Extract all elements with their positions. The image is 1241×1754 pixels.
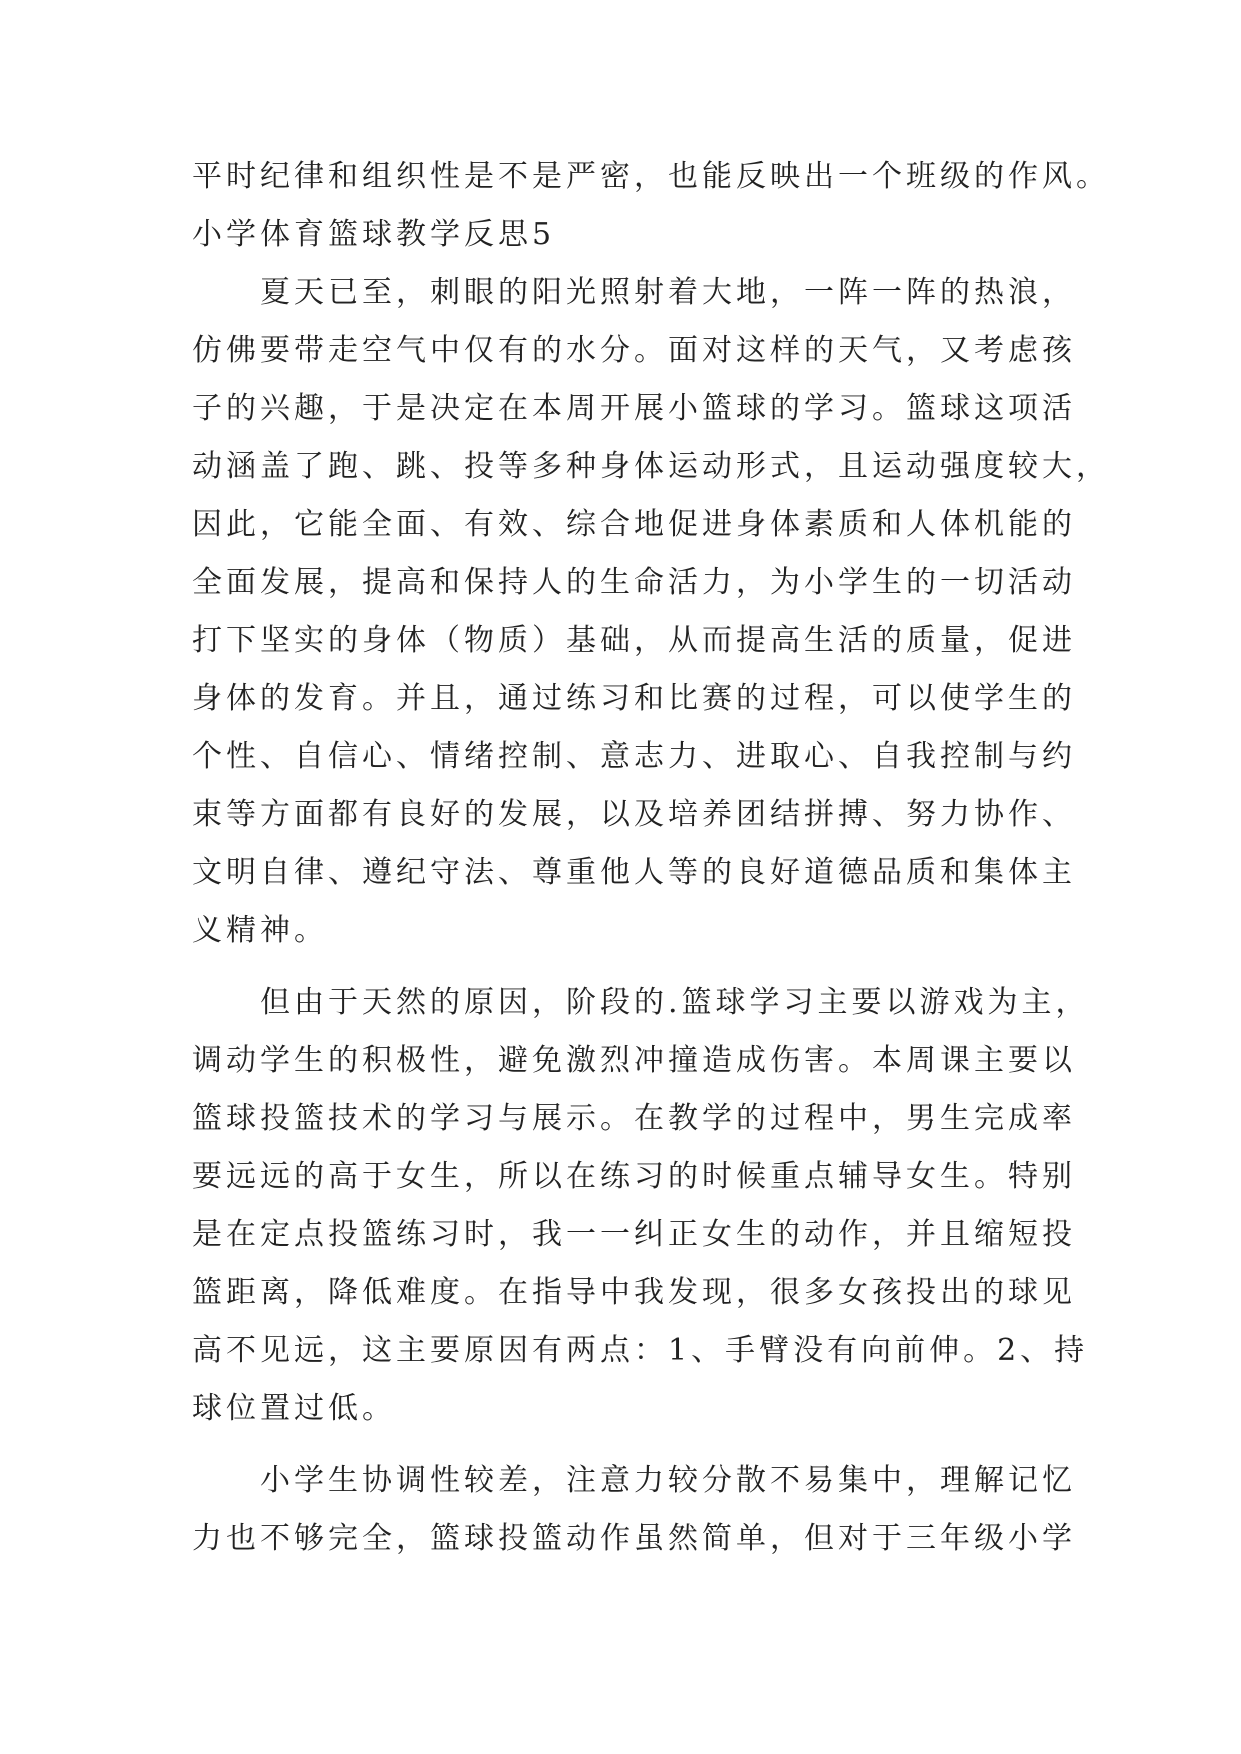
paragraph-line: 是在定点投篮练习时，我一一纠正女生的动作，并且缩短投 — [192, 1217, 1076, 1252]
paragraph-line: 高不见远，这主要原因有两点：1、手臂没有向前伸。2、持 — [192, 1333, 1089, 1368]
paragraph-line: 全面发展，提高和保持人的生命活力，为小学生的一切活动 — [192, 565, 1076, 600]
paragraph-line: 动涵盖了跑、跳、投等多种身体运动形式，且运动强度较大， — [192, 449, 1110, 484]
paragraph-line: 子的兴趣，于是决定在本周开展小篮球的学习。篮球这项活 — [192, 391, 1076, 426]
paragraph-line: 小学生协调性较差，注意力较分散不易集中，理解记忆 — [192, 1463, 1076, 1498]
paragraph-line: 球位置过低。 — [192, 1391, 396, 1426]
paragraph-line: 调动学生的积极性，避免激烈冲撞造成伤害。本周课主要以 — [192, 1043, 1076, 1078]
leading-line: 平时纪律和组织性是不是严密，也能反映出一个班级的作风。 — [192, 159, 1110, 194]
paragraph-line: 篮距离，降低难度。在指导中我发现，很多女孩投出的球见 — [192, 1275, 1076, 1310]
paragraph-line: 束等方面都有良好的发展，以及培养团结拼搏、努力协作、 — [192, 797, 1076, 832]
paragraph-3 — [192, 1452, 1092, 1568]
paragraph-2 — [192, 974, 1092, 1438]
paragraph-line: 夏天已至，刺眼的阳光照射着大地，一阵一阵的热浪， — [192, 275, 1076, 310]
paragraph-line: 打下坚实的身体（物质）基础，从而提高生活的质量，促进 — [192, 623, 1076, 658]
paragraph-line: 但由于天然的原因，阶段的.篮球学习主要以游戏为主， — [192, 985, 1090, 1020]
paragraph-line: 因此，它能全面、有效、综合地促进身体素质和人体机能的 — [192, 507, 1076, 542]
paragraph-line: 仿佛要带走空气中仅有的水分。面对这样的天气，又考虑孩 — [192, 333, 1076, 368]
paragraph-line: 篮球投篮技术的学习与展示。在教学的过程中，男生完成率 — [192, 1101, 1076, 1136]
paragraph-line: 力也不够完全，篮球投篮动作虽然简单，但对于三年级小学 — [192, 1521, 1076, 1556]
paragraph-line: 要远远的高于女生，所以在练习的时候重点辅导女生。特别 — [192, 1159, 1076, 1194]
paragraph-line: 义精神。 — [192, 913, 328, 948]
paragraph-line: 个性、自信心、情绪控制、意志力、进取心、自我控制与约 — [192, 739, 1076, 774]
paragraph-1 — [192, 264, 1110, 960]
paragraph-line: 身体的发育。并且，通过练习和比赛的过程，可以使学生的 — [192, 681, 1076, 716]
document-body — [192, 148, 1110, 1568]
section-title: 小学体育篮球教学反思5 — [192, 217, 556, 252]
paragraph-line: 文明自律、遵纪守法、尊重他人等的良好道德品质和集体主 — [192, 855, 1076, 890]
